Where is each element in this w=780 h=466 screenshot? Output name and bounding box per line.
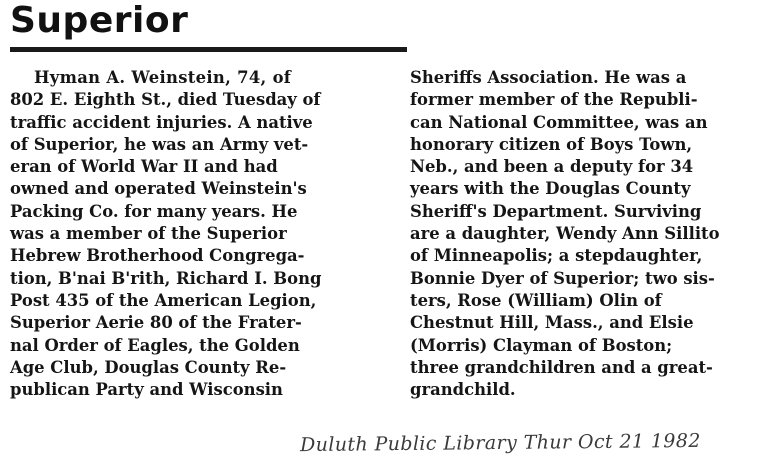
- text-line: Hyman A. Weinstein, 74, of: [34, 68, 292, 87]
- text-line: 802 E. Eighth St., died Tuesday of: [10, 90, 321, 110]
- text-line: traffic accident injuries. A native: [10, 112, 313, 132]
- text-line: tion, B'nai B'rith, Richard I. Bong: [10, 268, 322, 288]
- text-line: can National Committee, was an: [410, 112, 708, 132]
- text-line: owned and operated Weinstein's: [10, 179, 307, 199]
- text-line: Sheriff's Department. Surviving: [410, 201, 702, 221]
- section-heading: Superior: [10, 0, 189, 41]
- text-line: grandchild.: [410, 380, 516, 400]
- text-line: of Minneapolis; a stepdaughter,: [410, 246, 703, 266]
- text-line: Post 435 of the American Legion,: [10, 290, 317, 310]
- text-line: eran of World War II and had: [10, 157, 278, 177]
- text-line: Packing Co. for many years. He: [10, 201, 298, 221]
- text-line: Bonnie Dyer of Superior; two sis-: [410, 268, 715, 288]
- text-line: years with the Douglas County: [410, 179, 691, 199]
- obituary-left-column: [10, 67, 405, 401]
- text-line: was a member of the Superior: [10, 224, 287, 244]
- text-line: honorary citizen of Boys Town,: [410, 134, 693, 154]
- heading-rule: [10, 47, 407, 52]
- text-line: Hebrew Brotherhood Congrega-: [10, 246, 305, 266]
- text-line: are a daughter, Wendy Ann Sillito: [410, 224, 720, 244]
- text-line: Superior Aerie 80 of the Frater-: [10, 313, 302, 333]
- text-line: Sheriffs Association. He was a: [410, 68, 687, 87]
- handwritten-source-note: Duluth Public Library Thur Oct 21 1982: [299, 429, 701, 457]
- text-line: publican Party and Wisconsin: [10, 380, 283, 400]
- text-line: Neb., and been a deputy for 34: [410, 157, 694, 177]
- text-line: ters, Rose (William) Olin of: [410, 290, 662, 310]
- text-line: of Superior, he was an Army vet-: [10, 134, 309, 154]
- text-line: Chestnut Hill, Mass., and Elsie: [410, 313, 694, 333]
- text-line: three grandchildren and a great-: [410, 357, 713, 377]
- text-line: nal Order of Eagles, the Golden: [10, 335, 300, 355]
- text-line: Age Club, Douglas County Re-: [10, 357, 287, 377]
- obituary-right-column: [410, 67, 778, 401]
- text-line: former member of the Republi-: [410, 90, 698, 110]
- text-line: (Morris) Clayman of Boston;: [410, 335, 673, 355]
